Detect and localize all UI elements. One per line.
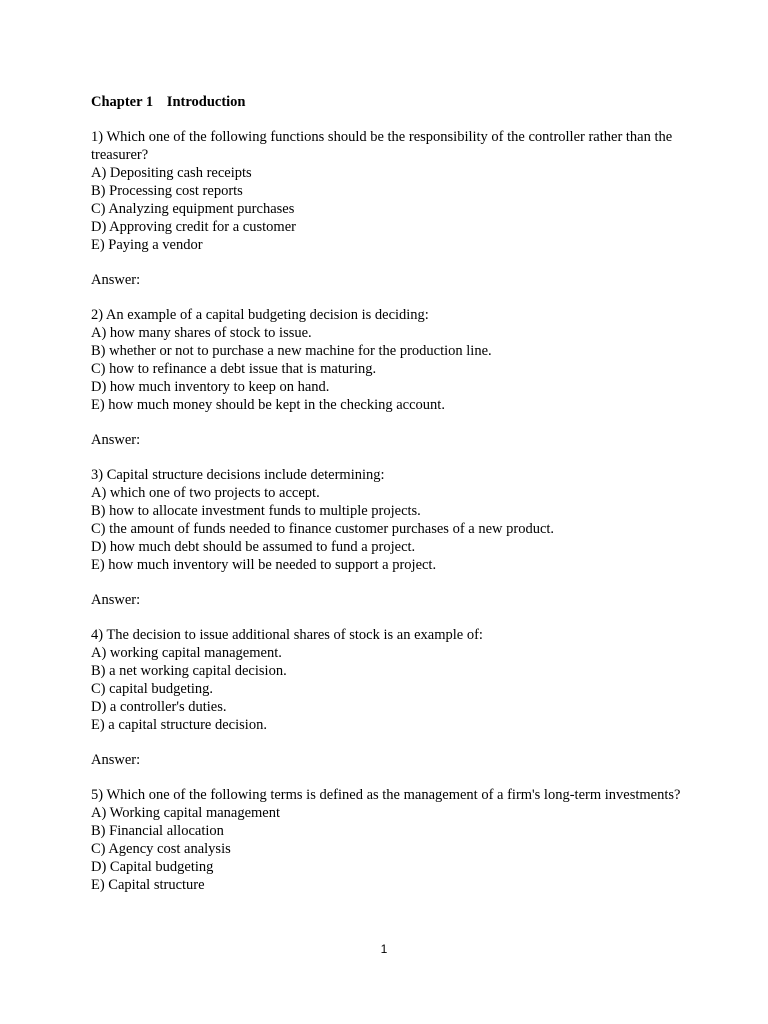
option-a: A) Working capital management [91, 805, 281, 821]
option-b: B) whether or not to purchase a new machine for the production line. [91, 343, 492, 359]
page-content [91, 93, 691, 911]
answer-label-3: Answer: [91, 592, 141, 608]
option-e: E) a capital structure decision. [91, 717, 267, 733]
question-stem: 4) The decision to issue additional shares of stock is an example of: [91, 627, 483, 643]
chapter-heading [91, 93, 691, 111]
option-b: B) Processing cost reports [91, 183, 243, 199]
chapter-label: Chapter 1 [91, 94, 154, 110]
option-c: C) the amount of funds needed to finance customer purchases of a new product. [91, 521, 555, 537]
option-b: B) Financial allocation [91, 823, 224, 839]
question-stem: 2) An example of a capital budgeting decision is deciding: [91, 307, 429, 323]
option-d: D) a controller's duties. [91, 699, 227, 715]
option-a: A) working capital management. [91, 645, 282, 661]
option-a: A) which one of two projects to accept. [91, 485, 320, 501]
option-b: B) a net working capital decision. [91, 663, 287, 679]
option-a: A) how many shares of stock to issue. [91, 325, 312, 341]
question-stem: 1) Which one of the following functions should be the responsibility of the controller rather than the treasurer? [91, 129, 673, 163]
option-d: D) how much inventory to keep on hand. [91, 379, 330, 395]
answer-label-4: Answer: [91, 752, 141, 768]
option-c: C) capital budgeting. [91, 681, 214, 697]
option-c: C) Agency cost analysis [91, 841, 231, 857]
page-number: 1 [380, 942, 388, 956]
option-e: E) how much inventory will be needed to support a project. [91, 557, 437, 573]
option-d: D) how much debt should be assumed to fund a project. [91, 539, 416, 555]
question-stem: 3) Capital structure decisions include determining: [91, 467, 385, 483]
answer-label-2: Answer: [91, 432, 141, 448]
option-b: B) how to allocate investment funds to multiple projects. [91, 503, 421, 519]
answer-label-1: Answer: [91, 272, 141, 288]
option-c: C) Analyzing equipment purchases [91, 201, 295, 217]
question-3 [91, 466, 691, 574]
question-1 [91, 128, 691, 254]
option-e: E) Paying a vendor [91, 237, 203, 253]
option-d: D) Approving credit for a customer [91, 219, 296, 235]
question-4 [91, 626, 691, 734]
option-e: E) how much money should be kept in the checking account. [91, 397, 445, 413]
option-e: E) Capital structure [91, 877, 205, 893]
chapter-title: Introduction [166, 94, 246, 110]
option-d: D) Capital budgeting [91, 859, 214, 875]
question-5 [91, 786, 691, 894]
question-2 [91, 306, 691, 414]
option-a: A) Depositing cash receipts [91, 165, 252, 181]
option-c: C) how to refinance a debt issue that is maturing. [91, 361, 377, 377]
question-stem: 5) Which one of the following terms is defined as the management of a firm's long-term investments? [91, 787, 681, 803]
